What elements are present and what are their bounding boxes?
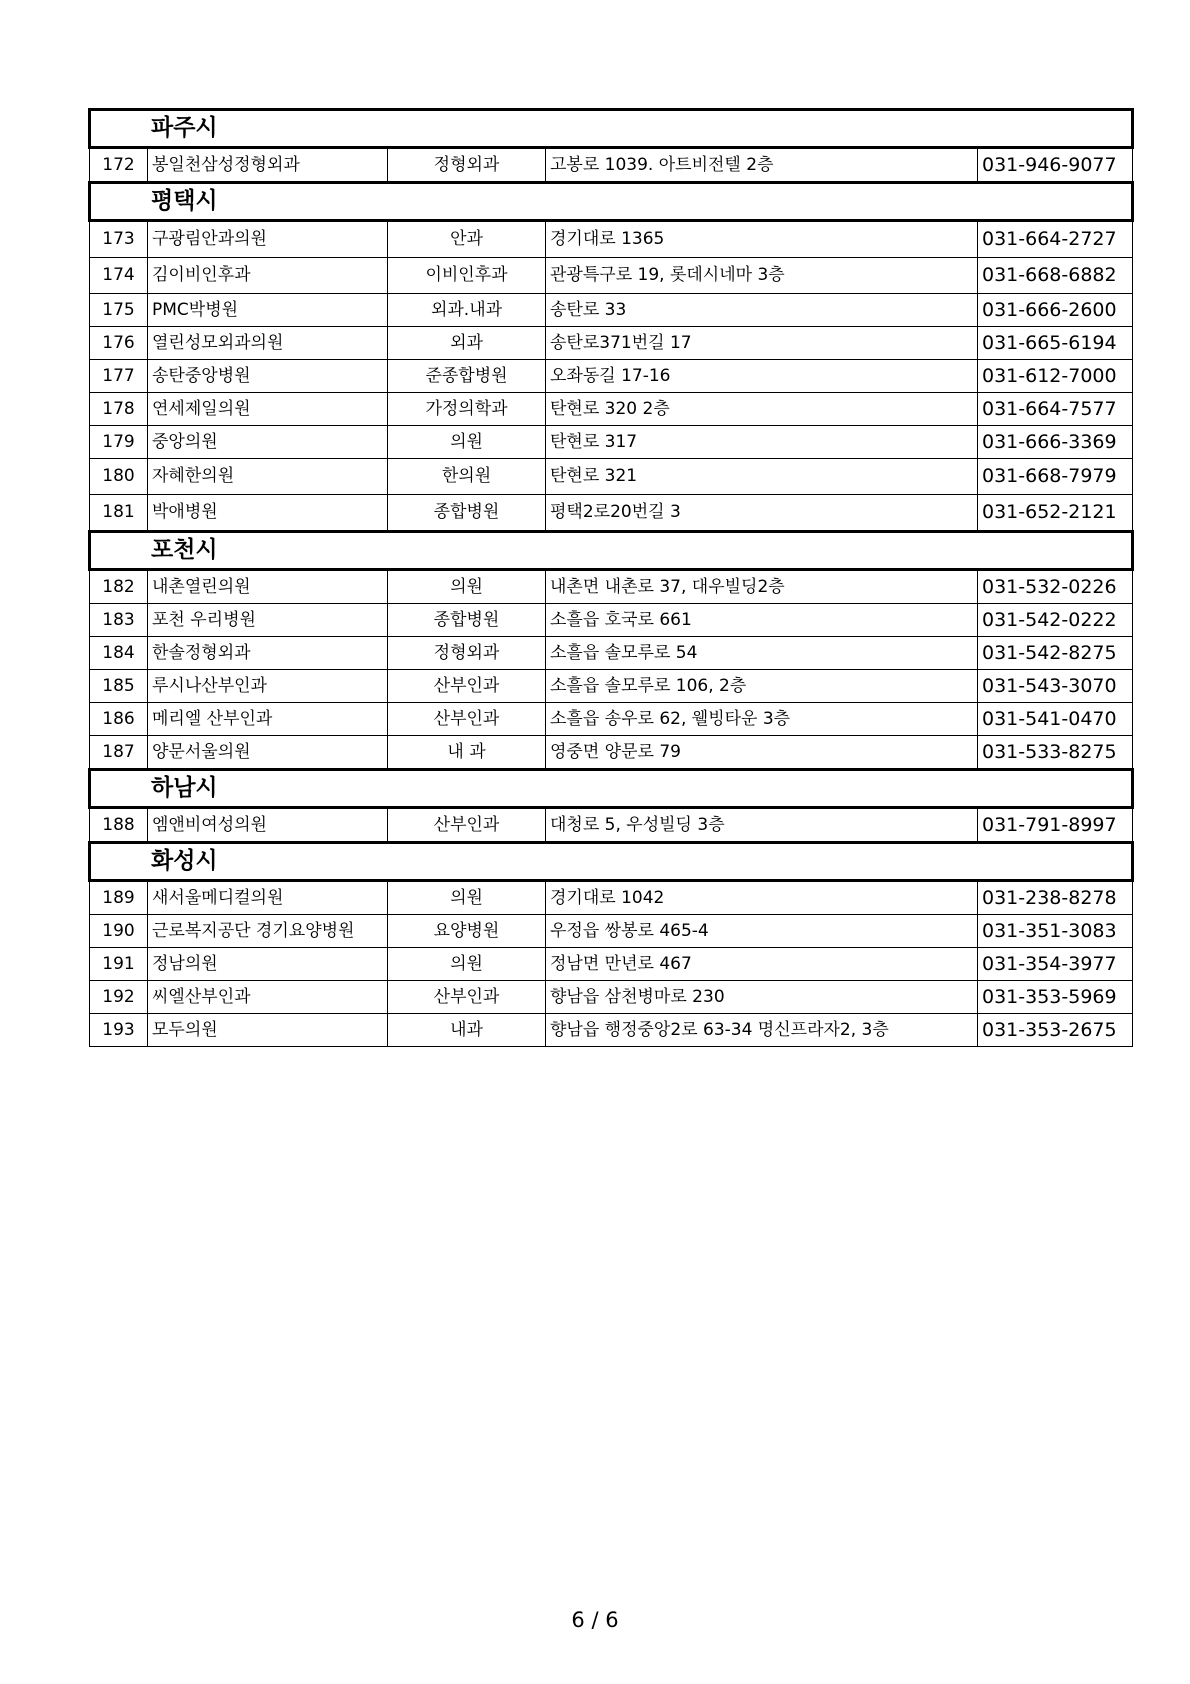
table-row	[90, 637, 1133, 670]
phone-number: 031-238-8278	[978, 881, 1133, 915]
department: 의원	[388, 570, 546, 604]
table-row	[90, 393, 1133, 426]
section-title: 하남시	[90, 770, 1133, 808]
row-number: 177	[90, 360, 148, 393]
phone-number: 031-612-7000	[978, 360, 1133, 393]
address: 고봉로 1039. 아트비전텔 2층	[546, 148, 978, 183]
hospital-name: 새서울메디컬의원	[148, 881, 388, 915]
phone-number: 031-668-6882	[978, 258, 1133, 294]
address: 소흘읍 솔모루로 106, 2층	[546, 670, 978, 703]
phone-number: 031-791-8997	[978, 808, 1133, 843]
table-row	[90, 670, 1133, 703]
department: 산부인과	[388, 670, 546, 703]
hospital-name: 근로복지공단 경기요양병원	[148, 915, 388, 948]
department: 정형외과	[388, 148, 546, 183]
row-number: 184	[90, 637, 148, 670]
table-row	[90, 459, 1133, 495]
hospital-name: 연세제일의원	[148, 393, 388, 426]
hospital-name: 내촌열린의원	[148, 570, 388, 604]
section-title: 파주시	[90, 110, 1133, 148]
department: 의원	[388, 881, 546, 915]
table-row	[90, 948, 1133, 981]
department: 의원	[388, 948, 546, 981]
department: 가정의학과	[388, 393, 546, 426]
row-number: 187	[90, 736, 148, 770]
address: 탄현로 320 2층	[546, 393, 978, 426]
hospital-name: 박애병원	[148, 495, 388, 532]
table-row	[90, 294, 1133, 327]
hospital-name: 중앙의원	[148, 426, 388, 459]
row-number: 178	[90, 393, 148, 426]
phone-number: 031-664-7577	[978, 393, 1133, 426]
phone-number: 031-353-2675	[978, 1014, 1133, 1047]
hospital-name: 김이비인후과	[148, 258, 388, 294]
row-number: 176	[90, 327, 148, 360]
department: 준종합병원	[388, 360, 546, 393]
row-number: 185	[90, 670, 148, 703]
department: 내 과	[388, 736, 546, 770]
department: 외과	[388, 327, 546, 360]
table-row	[90, 604, 1133, 637]
phone-number: 031-542-8275	[978, 637, 1133, 670]
address: 영중면 양문로 79	[546, 736, 978, 770]
department: 한의원	[388, 459, 546, 495]
phone-number: 031-354-3977	[978, 948, 1133, 981]
phone-number: 031-668-7979	[978, 459, 1133, 495]
address: 대청로 5, 우성빌딩 3층	[546, 808, 978, 843]
address: 경기대로 1365	[546, 221, 978, 258]
table-row	[90, 736, 1133, 770]
section-title: 포천시	[90, 532, 1133, 570]
table-row	[90, 258, 1133, 294]
address: 오좌동길 17-16	[546, 360, 978, 393]
row-number: 189	[90, 881, 148, 915]
hospital-name: 양문서울의원	[148, 736, 388, 770]
address: 향남읍 삼천병마로 230	[546, 981, 978, 1014]
department: 의원	[388, 426, 546, 459]
address: 탄현로 317	[546, 426, 978, 459]
phone-number: 031-542-0222	[978, 604, 1133, 637]
row-number: 173	[90, 221, 148, 258]
department: 종합병원	[388, 604, 546, 637]
hospital-name: 포천 우리병원	[148, 604, 388, 637]
table-row	[90, 495, 1133, 532]
department: 안과	[388, 221, 546, 258]
table-row	[90, 360, 1133, 393]
hospital-name: 정남의원	[148, 948, 388, 981]
row-number: 181	[90, 495, 148, 532]
hospital-name: 엠앤비여성의원	[148, 808, 388, 843]
table-row	[90, 981, 1133, 1014]
address: 소흘읍 송우로 62, 웰빙타운 3층	[546, 703, 978, 736]
address: 평택2로20번길 3	[546, 495, 978, 532]
department: 요양병원	[388, 915, 546, 948]
hospital-name: 자혜한의원	[148, 459, 388, 495]
section-title: 화성시	[90, 843, 1133, 881]
phone-number: 031-353-5969	[978, 981, 1133, 1014]
address: 송탄로371번길 17	[546, 327, 978, 360]
phone-number: 031-351-3083	[978, 915, 1133, 948]
hospital-name: 메리엘 산부인과	[148, 703, 388, 736]
phone-number: 031-665-6194	[978, 327, 1133, 360]
hospital-name: 열린성모외과의원	[148, 327, 388, 360]
hospital-name: PMC박병원	[148, 294, 388, 327]
address: 소흘읍 호국로 661	[546, 604, 978, 637]
table-row	[90, 570, 1133, 604]
table-row	[90, 148, 1133, 183]
row-number: 191	[90, 948, 148, 981]
row-number: 190	[90, 915, 148, 948]
hospital-name: 씨엘산부인과	[148, 981, 388, 1014]
page-number: 6 / 6	[571, 1608, 619, 1632]
department: 정형외과	[388, 637, 546, 670]
phone-number: 031-541-0470	[978, 703, 1133, 736]
row-number: 183	[90, 604, 148, 637]
table-row	[90, 327, 1133, 360]
row-number: 186	[90, 703, 148, 736]
address: 관광특구로 19, 롯데시네마 3층	[546, 258, 978, 294]
row-number: 192	[90, 981, 148, 1014]
table-row	[90, 808, 1133, 843]
hospital-name: 루시나산부인과	[148, 670, 388, 703]
table-row	[90, 703, 1133, 736]
section-header-row	[90, 770, 1133, 808]
row-number: 193	[90, 1014, 148, 1047]
department: 산부인과	[388, 703, 546, 736]
table-row	[90, 915, 1133, 948]
table-body	[90, 110, 1133, 1047]
table-row	[90, 426, 1133, 459]
address: 송탄로 33	[546, 294, 978, 327]
phone-number: 031-946-9077	[978, 148, 1133, 183]
section-title: 평택시	[90, 183, 1133, 221]
address: 향남읍 행정중앙2로 63-34 명신프라자2, 3층	[546, 1014, 978, 1047]
address: 탄현로 321	[546, 459, 978, 495]
table-row	[90, 221, 1133, 258]
phone-number: 031-664-2727	[978, 221, 1133, 258]
row-number: 179	[90, 426, 148, 459]
department: 산부인과	[388, 981, 546, 1014]
hospital-name: 봉일천삼성정형외과	[148, 148, 388, 183]
hospital-name: 송탄중앙병원	[148, 360, 388, 393]
section-header-row	[90, 843, 1133, 881]
phone-number: 031-652-2121	[978, 495, 1133, 532]
department: 외과.내과	[388, 294, 546, 327]
hospital-name: 한솔정형외과	[148, 637, 388, 670]
phone-number: 031-532-0226	[978, 570, 1133, 604]
phone-number: 031-533-8275	[978, 736, 1133, 770]
hospital-name: 모두의원	[148, 1014, 388, 1047]
department: 내과	[388, 1014, 546, 1047]
hospital-name: 구광림안과의원	[148, 221, 388, 258]
row-number: 175	[90, 294, 148, 327]
table-row	[90, 1014, 1133, 1047]
section-header-row	[90, 183, 1133, 221]
address: 내촌면 내촌로 37, 대우빌딩2층	[546, 570, 978, 604]
row-number: 180	[90, 459, 148, 495]
address: 소흘읍 솔모루로 54	[546, 637, 978, 670]
phone-number: 031-543-3070	[978, 670, 1133, 703]
address: 정남면 만년로 467	[546, 948, 978, 981]
section-header-row	[90, 110, 1133, 148]
phone-number: 031-666-3369	[978, 426, 1133, 459]
row-number: 172	[90, 148, 148, 183]
department: 산부인과	[388, 808, 546, 843]
row-number: 182	[90, 570, 148, 604]
address: 경기대로 1042	[546, 881, 978, 915]
phone-number: 031-666-2600	[978, 294, 1133, 327]
section-header-row	[90, 532, 1133, 570]
department: 종합병원	[388, 495, 546, 532]
row-number: 174	[90, 258, 148, 294]
address: 우정읍 쌍봉로 465-4	[546, 915, 978, 948]
table-row	[90, 881, 1133, 915]
hospital-directory-table	[88, 108, 1134, 1047]
row-number: 188	[90, 808, 148, 843]
department: 이비인후과	[388, 258, 546, 294]
